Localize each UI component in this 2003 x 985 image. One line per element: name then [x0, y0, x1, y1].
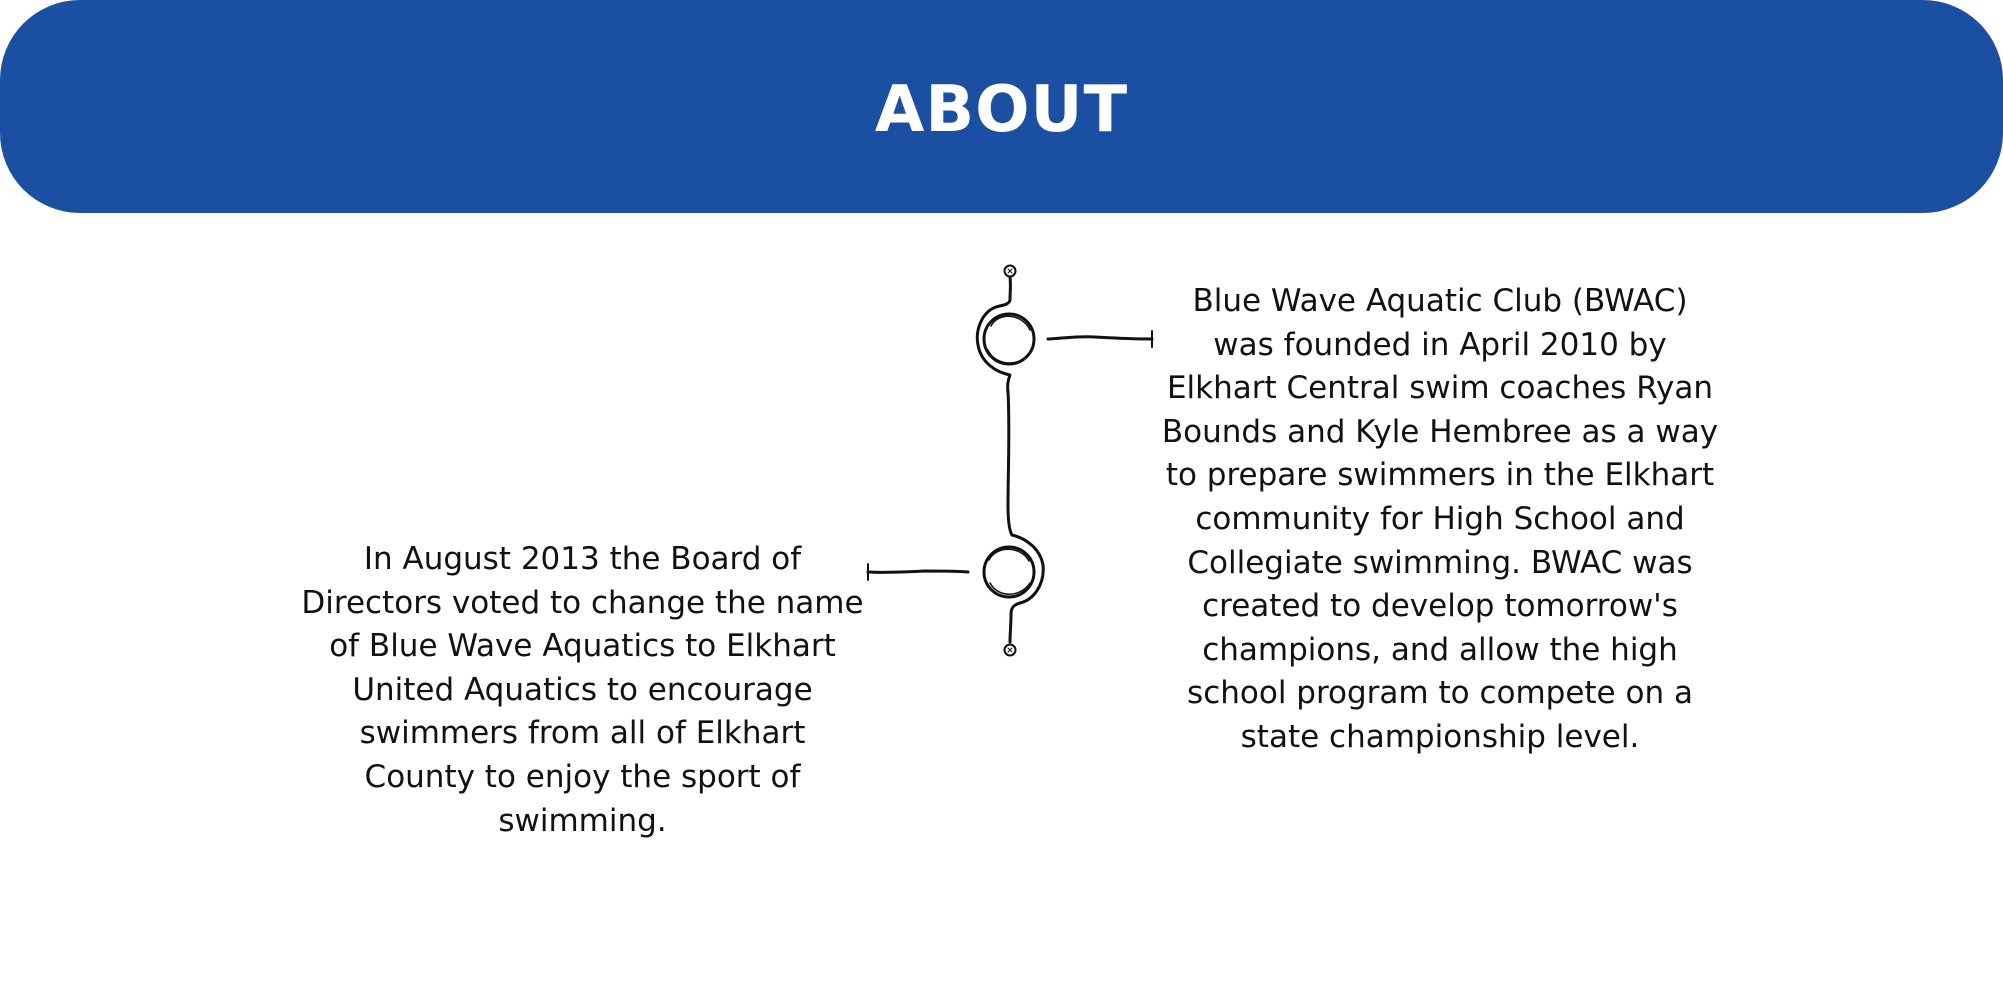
- timeline-bottom-stem: [1010, 615, 1011, 642]
- timeline-connector-right: [1048, 337, 1152, 339]
- timeline-entry-founding: Blue Wave Aquatic Club (BWAC) was founded in April 2010 by Elkhart Central swim coaches Ryan Bounds and Kyle Hembree as a way to prepare swimmers in the Elkhart community for High School and Collegiate swimming. BWAC was created to develop tomorrow's champions, and allow the high school program to compete on a state championship level.: [1161, 283, 1719, 755]
- page-title: ABOUT: [874, 73, 1129, 147]
- timeline-spine: [1008, 392, 1012, 535]
- timeline-entry-rename: In August 2013 the Board of Directors voted to change the name of Blue Wave Aquatics to Elkhart United Aquatics to encourage swimmers from all of Elkhart County to enjoy the sport of swimming.: [301, 541, 864, 839]
- timeline-node-bottom: [984, 547, 1034, 597]
- timeline-connector-left: [868, 571, 968, 572]
- timeline-top-stem: [996, 277, 1010, 307]
